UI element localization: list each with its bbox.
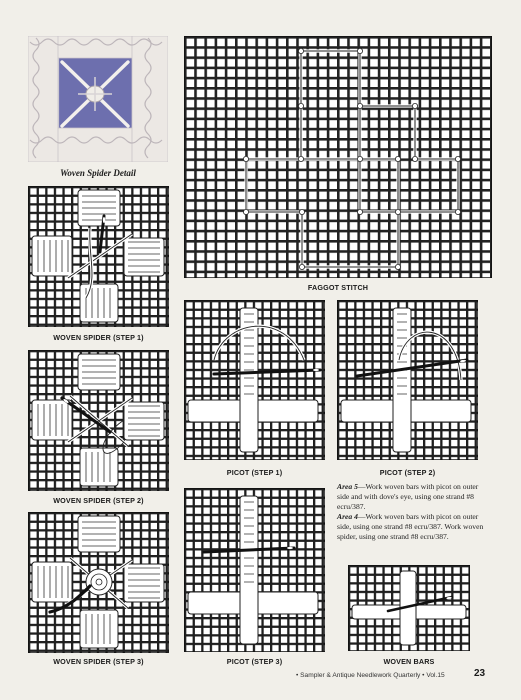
picot-step3-diagram bbox=[184, 488, 325, 652]
caption-woven-spider-step3: WOVEN SPIDER (STEP 3) bbox=[53, 657, 144, 666]
picot-step2-diagram bbox=[337, 300, 478, 460]
picot-step1-diagram bbox=[184, 300, 325, 460]
caption-woven-spider-detail: Woven Spider Detail bbox=[60, 168, 136, 178]
faggot-stitch-diagram bbox=[184, 36, 492, 278]
page-number: 23 bbox=[474, 668, 486, 679]
area4-instructions: Area 4—Work woven bars with picot on outer side, using one strand #8 ecru/387. Work woven spider, using one strand #8 ecru/387. bbox=[337, 512, 484, 542]
caption-woven-spider-step2: WOVEN SPIDER (STEP 2) bbox=[53, 496, 144, 505]
woven-spider-step2-diagram bbox=[28, 350, 169, 491]
instructions-text bbox=[337, 482, 487, 543]
caption-picot-step3: PICOT (STEP 3) bbox=[226, 657, 283, 666]
woven-spider-photo bbox=[28, 36, 168, 162]
woven-spider-step1-diagram bbox=[28, 186, 169, 327]
caption-woven-spider-step1: WOVEN SPIDER (STEP 1) bbox=[53, 333, 144, 342]
woven-spider-step3-diagram bbox=[28, 512, 169, 653]
woven-bars-diagram bbox=[348, 565, 470, 651]
page-footer: • Sampler & Antique Needlework Quarterly • Vol.15 bbox=[296, 672, 445, 679]
caption-picot-step2: PICOT (STEP 2) bbox=[379, 468, 436, 477]
caption-picot-step1: PICOT (STEP 1) bbox=[226, 468, 283, 477]
area5-instructions: Area 5—Work woven bars with picot on outer side and with dove's eye, using one strand #8 ecru/387. bbox=[337, 482, 479, 512]
caption-faggot-stitch: FAGGOT STITCH bbox=[307, 283, 369, 292]
caption-woven-bars: WOVEN BARS bbox=[383, 657, 435, 666]
